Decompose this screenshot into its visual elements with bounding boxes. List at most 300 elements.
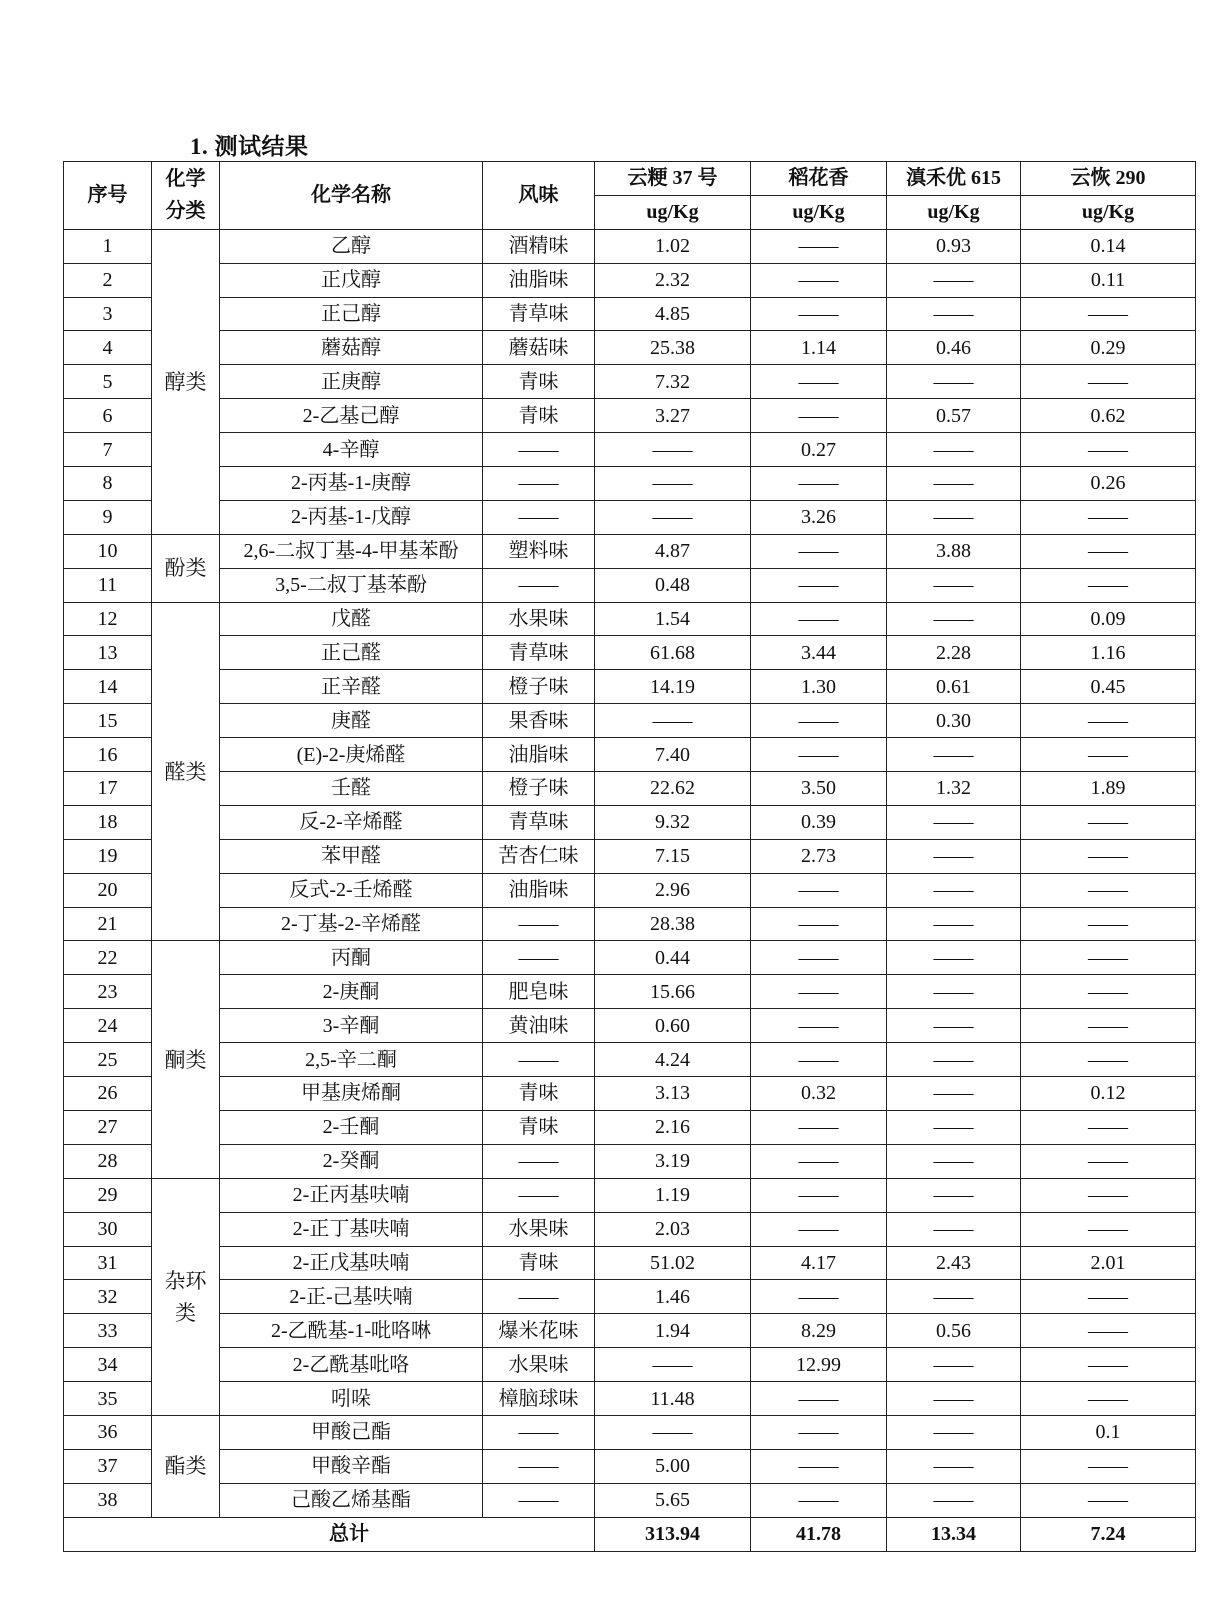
value-cell: —— [751,1280,887,1314]
table-row [64,1382,1196,1416]
flavor-cell: 水果味 [483,1212,595,1246]
value-cell: —— [887,1009,1021,1043]
value-cell: —— [887,805,1021,839]
name-cell: (E)-2-庚烯醛 [220,738,483,772]
name-cell: 壬醛 [220,772,483,806]
table-row [64,229,1196,263]
table-row [64,1314,1196,1348]
seq-cell: 37 [64,1449,152,1483]
value-cell: 0.12 [1021,1077,1196,1111]
category-cell: 酚类 [152,534,220,602]
value-cell: —— [751,873,887,907]
value-cell: 1.46 [595,1280,751,1314]
value-cell: —— [887,500,1021,534]
value-cell: 5.65 [595,1483,751,1517]
value-cell: 1.14 [751,331,887,365]
value-cell: —— [887,1415,1021,1449]
value-cell: 0.48 [595,568,751,602]
value-cell: 0.11 [1021,263,1196,297]
flavor-cell: 油脂味 [483,263,595,297]
value-cell: —— [887,873,1021,907]
value-cell: 61.68 [595,636,751,670]
value-cell: —— [1021,839,1196,873]
value-cell: —— [1021,805,1196,839]
seq-cell: 22 [64,941,152,975]
flavor-cell: 青草味 [483,636,595,670]
value-cell: —— [887,602,1021,636]
flavor-cell: 果香味 [483,704,595,738]
value-cell: —— [751,1178,887,1212]
value-cell: —— [1021,704,1196,738]
value-cell: 28.38 [595,907,751,941]
value-cell: —— [1021,1110,1196,1144]
flavor-cell: 酒精味 [483,229,595,263]
table-row [64,500,1196,534]
value-cell: —— [751,534,887,568]
table-row [64,1009,1196,1043]
flavor-cell: —— [483,1449,595,1483]
value-cell: —— [751,1009,887,1043]
value-cell: —— [751,568,887,602]
value-cell: —— [887,975,1021,1009]
table-row [64,873,1196,907]
value-cell: —— [887,263,1021,297]
seq-cell: 15 [64,704,152,738]
value-cell: 0.62 [1021,399,1196,433]
table-header [64,162,1196,230]
table-row [64,839,1196,873]
table-row [64,534,1196,568]
seq-cell: 5 [64,365,152,399]
table-row [64,636,1196,670]
seq-cell: 27 [64,1110,152,1144]
value-cell: 0.1 [1021,1415,1196,1449]
value-cell: —— [751,229,887,263]
value-cell: 2.43 [887,1246,1021,1280]
name-cell: 己酸乙烯基酯 [220,1483,483,1517]
value-cell: 8.29 [751,1314,887,1348]
seq-cell: 17 [64,772,152,806]
name-cell: 2-壬酮 [220,1110,483,1144]
value-cell: 1.16 [1021,636,1196,670]
table-row [64,1077,1196,1111]
seq-cell: 18 [64,805,152,839]
seq-cell: 10 [64,534,152,568]
flavor-cell: 橙子味 [483,772,595,806]
value-cell: 0.46 [887,331,1021,365]
seq-cell: 13 [64,636,152,670]
value-cell: 7.40 [595,738,751,772]
name-cell: 2,5-辛二酮 [220,1043,483,1077]
category-cell: 酮类 [152,941,220,1178]
category-cell: 杂环类 [152,1178,220,1415]
value-cell: 0.61 [887,670,1021,704]
value-cell: —— [887,1077,1021,1111]
table-row [64,1449,1196,1483]
seq-cell: 34 [64,1348,152,1382]
value-cell: 9.32 [595,805,751,839]
name-cell: 正庚醇 [220,365,483,399]
value-cell: —— [1021,1449,1196,1483]
seq-cell: 23 [64,975,152,1009]
table-row [64,907,1196,941]
flavor-cell: 樟脑球味 [483,1382,595,1416]
value-cell: —— [595,500,751,534]
value-cell: —— [1021,365,1196,399]
table-row [64,331,1196,365]
value-cell: 51.02 [595,1246,751,1280]
value-cell: —— [751,1043,887,1077]
table-row [64,1178,1196,1212]
flavor-cell: 青味 [483,399,595,433]
name-cell: 庚醛 [220,704,483,738]
header-sample-4: 云恢 290 [1021,162,1196,196]
flavor-cell: —— [483,1178,595,1212]
value-cell: 0.09 [1021,602,1196,636]
value-cell: —— [887,907,1021,941]
seq-cell: 16 [64,738,152,772]
flavor-cell: —— [483,568,595,602]
table-row [64,263,1196,297]
name-cell: 蘑菇醇 [220,331,483,365]
name-cell: 3,5-二叔丁基苯酚 [220,568,483,602]
value-cell: —— [595,467,751,501]
name-cell: 2-丙基-1-戊醇 [220,500,483,534]
value-cell: 0.44 [595,941,751,975]
name-cell: 甲酸辛酯 [220,1449,483,1483]
value-cell: 12.99 [751,1348,887,1382]
table-row [64,568,1196,602]
value-cell: —— [1021,975,1196,1009]
value-cell: 1.30 [751,670,887,704]
value-cell: 4.85 [595,297,751,331]
value-cell: 1.19 [595,1178,751,1212]
value-cell: —— [1021,738,1196,772]
flavor-cell: 青味 [483,1110,595,1144]
header-name: 化学名称 [220,162,483,230]
table-row [64,975,1196,1009]
value-cell: 5.00 [595,1449,751,1483]
value-cell: —— [887,738,1021,772]
flavor-cell: —— [483,941,595,975]
name-cell: 3-辛酮 [220,1009,483,1043]
header-flavor: 风味 [483,162,595,230]
category-cell: 醛类 [152,602,220,941]
flavor-cell: —— [483,1144,595,1178]
value-cell: —— [751,1144,887,1178]
value-cell: 2.16 [595,1110,751,1144]
value-cell: —— [1021,1348,1196,1382]
value-cell: 0.32 [751,1077,887,1111]
value-cell: —— [751,365,887,399]
table-row [64,365,1196,399]
name-cell: 2-癸酮 [220,1144,483,1178]
value-cell: —— [1021,1483,1196,1517]
header-unit-3: ug/Kg [887,195,1021,229]
total-value: 41.78 [751,1517,887,1551]
value-cell: 14.19 [595,670,751,704]
name-cell: 正戊醇 [220,263,483,297]
value-cell: —— [751,1110,887,1144]
seq-cell: 9 [64,500,152,534]
name-cell: 2,6-二叔丁基-4-甲基苯酚 [220,534,483,568]
value-cell: —— [751,738,887,772]
flavor-cell: —— [483,1043,595,1077]
value-cell: 0.39 [751,805,887,839]
value-cell: 4.24 [595,1043,751,1077]
value-cell: —— [1021,941,1196,975]
value-cell: 15.66 [595,975,751,1009]
seq-cell: 24 [64,1009,152,1043]
value-cell: —— [887,568,1021,602]
table-row [64,1246,1196,1280]
value-cell: —— [751,704,887,738]
value-cell: 1.94 [595,1314,751,1348]
header-sample-1: 云粳 37 号 [595,162,751,196]
category-cell: 醇类 [152,229,220,534]
flavor-cell: —— [483,500,595,534]
flavor-cell: 肥皂味 [483,975,595,1009]
total-value: 7.24 [1021,1517,1196,1551]
value-cell: —— [751,1415,887,1449]
name-cell: 正辛醛 [220,670,483,704]
header-category [152,162,220,230]
flavor-cell: 黄油味 [483,1009,595,1043]
table-row [64,1415,1196,1449]
flavor-cell: 青味 [483,1246,595,1280]
value-cell: —— [887,365,1021,399]
value-cell: —— [1021,1280,1196,1314]
seq-cell: 38 [64,1483,152,1517]
value-cell: 3.50 [751,772,887,806]
name-cell: 2-正丁基呋喃 [220,1212,483,1246]
table-row [64,602,1196,636]
header-unit-2: ug/Kg [751,195,887,229]
name-cell: 戊醛 [220,602,483,636]
table-row [64,467,1196,501]
value-cell: —— [751,1449,887,1483]
value-cell: 3.44 [751,636,887,670]
seq-cell: 28 [64,1144,152,1178]
seq-cell: 19 [64,839,152,873]
flavor-cell: 橙子味 [483,670,595,704]
value-cell: —— [887,1110,1021,1144]
value-cell: —— [887,1212,1021,1246]
flavor-cell: —— [483,1280,595,1314]
flavor-cell: —— [483,467,595,501]
seq-cell: 29 [64,1178,152,1212]
value-cell: —— [887,1348,1021,1382]
value-cell: 3.88 [887,534,1021,568]
flavor-cell: 油脂味 [483,873,595,907]
flavor-cell: 苦杏仁味 [483,839,595,873]
name-cell: 甲基庚烯酮 [220,1077,483,1111]
value-cell: —— [887,1144,1021,1178]
value-cell: 0.30 [887,704,1021,738]
name-cell: 正己醛 [220,636,483,670]
table-row [64,1110,1196,1144]
table-row [64,704,1196,738]
table-row [64,1043,1196,1077]
value-cell: 0.45 [1021,670,1196,704]
flavor-cell: —— [483,907,595,941]
value-cell: —— [751,1212,887,1246]
value-cell: 25.38 [595,331,751,365]
table-row [64,1483,1196,1517]
value-cell: —— [1021,873,1196,907]
value-cell: —— [1021,1144,1196,1178]
total-row [64,1517,1196,1551]
value-cell: —— [1021,433,1196,467]
value-cell: 2.01 [1021,1246,1196,1280]
value-cell: 22.62 [595,772,751,806]
name-cell: 2-丁基-2-辛烯醛 [220,907,483,941]
flavor-cell: 水果味 [483,602,595,636]
value-cell: —— [751,1382,887,1416]
seq-cell: 14 [64,670,152,704]
flavor-cell: —— [483,433,595,467]
seq-cell: 1 [64,229,152,263]
value-cell: 0.93 [887,229,1021,263]
value-cell: —— [751,941,887,975]
value-cell: —— [751,297,887,331]
value-cell: 1.02 [595,229,751,263]
table-row [64,399,1196,433]
value-cell: —— [595,1348,751,1382]
flavor-cell: 青味 [483,365,595,399]
value-cell: 2.73 [751,839,887,873]
header-unit-4: ug/Kg [1021,195,1196,229]
value-cell: —— [1021,1314,1196,1348]
name-cell: 反式-2-壬烯醛 [220,873,483,907]
seq-cell: 30 [64,1212,152,1246]
value-cell: —— [1021,297,1196,331]
name-cell: 2-乙酰基吡咯 [220,1348,483,1382]
value-cell: —— [887,467,1021,501]
seq-cell: 33 [64,1314,152,1348]
name-cell: 吲哚 [220,1382,483,1416]
flavor-cell: 塑料味 [483,534,595,568]
table-row [64,1212,1196,1246]
flavor-cell: 油脂味 [483,738,595,772]
seq-cell: 7 [64,433,152,467]
header-seq: 序号 [64,162,152,230]
value-cell: —— [751,399,887,433]
value-cell: 2.32 [595,263,751,297]
flavor-cell: —— [483,1415,595,1449]
flavor-cell: 青草味 [483,805,595,839]
name-cell: 2-庚酮 [220,975,483,1009]
value-cell: —— [887,1382,1021,1416]
seq-cell: 35 [64,1382,152,1416]
table-row [64,772,1196,806]
table-row [64,738,1196,772]
value-cell: —— [887,1280,1021,1314]
table-body [64,229,1196,1517]
header-sample-2: 稻花香 [751,162,887,196]
value-cell: 2.96 [595,873,751,907]
value-cell: 4.87 [595,534,751,568]
value-cell: —— [595,1415,751,1449]
name-cell: 2-乙基己醇 [220,399,483,433]
value-cell: —— [595,433,751,467]
value-cell: 0.26 [1021,467,1196,501]
value-cell: 0.60 [595,1009,751,1043]
header-sample-3: 滇禾优 615 [887,162,1021,196]
total-value: 313.94 [595,1517,751,1551]
seq-cell: 25 [64,1043,152,1077]
name-cell: 苯甲醛 [220,839,483,873]
value-cell: —— [1021,1043,1196,1077]
name-cell: 反-2-辛烯醛 [220,805,483,839]
value-cell: 0.56 [887,1314,1021,1348]
name-cell: 2-乙酰基-1-吡咯啉 [220,1314,483,1348]
value-cell: —— [751,602,887,636]
flavor-cell: 水果味 [483,1348,595,1382]
flavor-cell: 青味 [483,1077,595,1111]
value-cell: —— [887,839,1021,873]
value-cell: —— [887,1449,1021,1483]
value-cell: 7.32 [595,365,751,399]
value-cell: —— [1021,500,1196,534]
seq-cell: 21 [64,907,152,941]
name-cell: 2-正丙基呋喃 [220,1178,483,1212]
name-cell: 2-丙基-1-庚醇 [220,467,483,501]
seq-cell: 31 [64,1246,152,1280]
value-cell: 0.29 [1021,331,1196,365]
value-cell: 3.26 [751,500,887,534]
name-cell: 2-正-己基呋喃 [220,1280,483,1314]
value-cell: 1.89 [1021,772,1196,806]
flavor-cell: —— [483,1483,595,1517]
value-cell: 4.17 [751,1246,887,1280]
value-cell: —— [751,907,887,941]
seq-cell: 20 [64,873,152,907]
value-cell: —— [1021,568,1196,602]
seq-cell: 2 [64,263,152,297]
value-cell: —— [1021,534,1196,568]
name-cell: 2-正戊基呋喃 [220,1246,483,1280]
name-cell: 丙酮 [220,941,483,975]
total-value: 13.34 [887,1517,1021,1551]
header-unit-1: ug/Kg [595,195,751,229]
seq-cell: 32 [64,1280,152,1314]
flavor-cell: 青草味 [483,297,595,331]
value-cell: —— [1021,1009,1196,1043]
table-row [64,670,1196,704]
value-cell: —— [751,975,887,1009]
value-cell: —— [595,704,751,738]
seq-cell: 26 [64,1077,152,1111]
category-cell: 酯类 [152,1415,220,1517]
name-cell: 4-辛醇 [220,433,483,467]
table-row [64,941,1196,975]
name-cell: 正己醇 [220,297,483,331]
value-cell: 3.27 [595,399,751,433]
value-cell: —— [887,941,1021,975]
table-row [64,1280,1196,1314]
value-cell: —— [1021,1382,1196,1416]
seq-cell: 6 [64,399,152,433]
seq-cell: 12 [64,602,152,636]
value-cell: 1.54 [595,602,751,636]
value-cell: —— [887,297,1021,331]
seq-cell: 3 [64,297,152,331]
table-row [64,1144,1196,1178]
table-row [64,1348,1196,1382]
value-cell: 3.19 [595,1144,751,1178]
value-cell: —— [1021,1212,1196,1246]
